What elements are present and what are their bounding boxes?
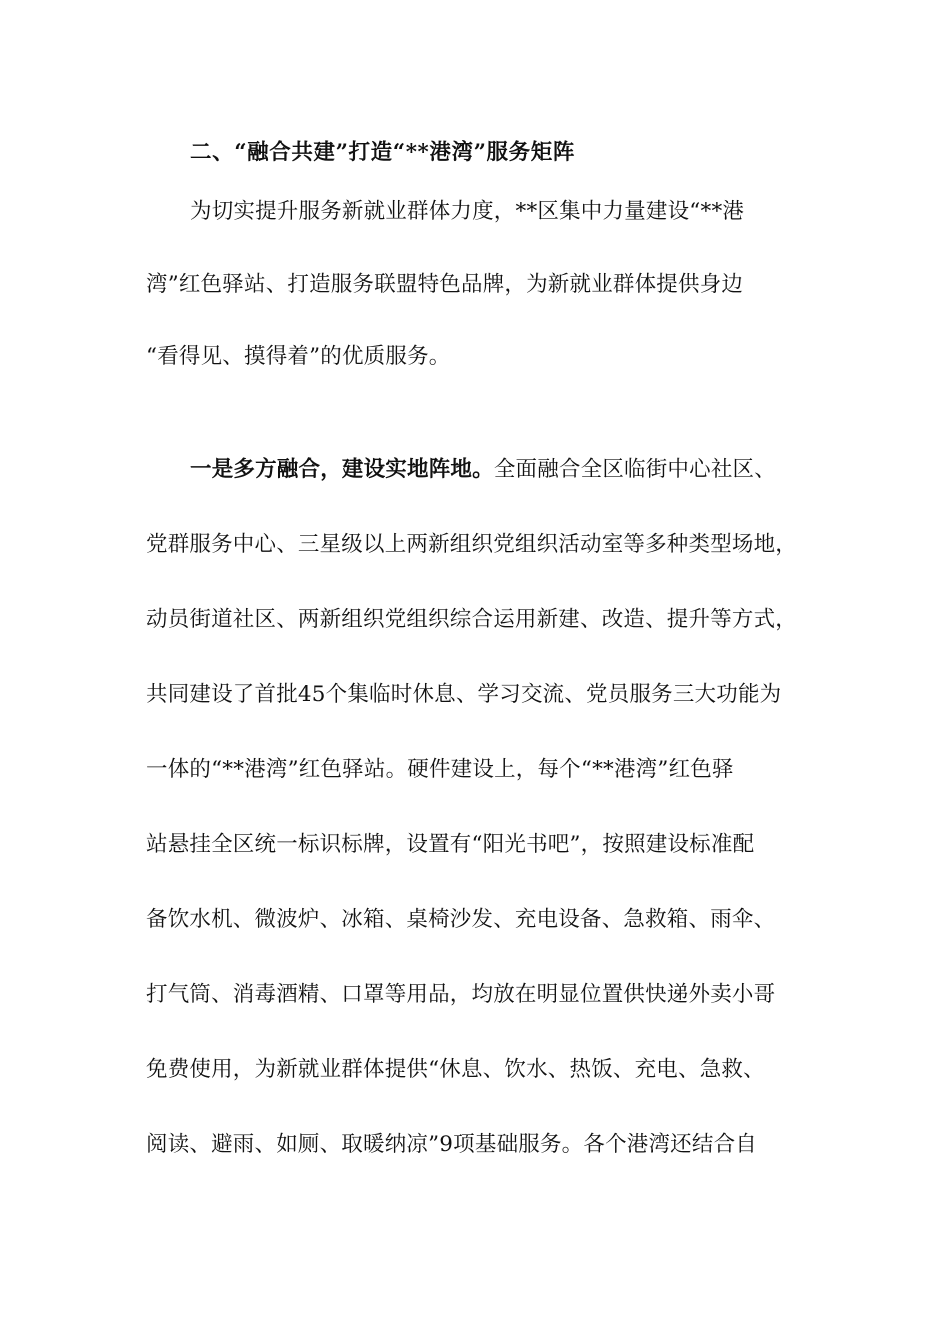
- point-one-line-2: 党群服务中心、三星级以上两新组织党组织活动室等多种类型场地，: [146, 532, 798, 557]
- point-one-line-5: 一体的“**港湾”红色驿站。硬件建设上，每个“**港湾”红色驿: [146, 757, 734, 782]
- intro-line-1: 为切实提升服务新就业群体力度，**区集中力量建设“**港: [190, 199, 745, 224]
- point-one-line-9: 免费使用，为新就业群体提供“休息、饮水、热饭、充电、急救、: [146, 1057, 765, 1082]
- point-one-line-6: 站悬挂全区统一标识标牌，设置有“阳光书吧”，按照建设标准配: [146, 832, 755, 857]
- point-one-first-line-text: 全面融合全区临街中心社区、: [493, 457, 776, 482]
- point-one-line-10: 阅读、避雨、如厕、取暖纳凉”9项基础服务。各个港湾还结合自: [146, 1132, 757, 1157]
- point-one-line-7: 备饮水机、微波炉、冰箱、桌椅沙发、充电设备、急救箱、雨伞、: [146, 907, 776, 932]
- point-one-line-8: 打气筒、消毒酒精、口罩等用品，均放在明显位置供快递外卖小哥: [146, 982, 776, 1007]
- point-one-lead: 一是多方融合，建设实地阵地。: [190, 457, 494, 482]
- point-one-line-4: 共同建设了首批45个集临时休息、学习交流、党员服务三大功能为: [146, 682, 782, 707]
- point-one-first-line: [190, 455, 870, 485]
- intro-line-2: 湾”红色驿站、打造服务联盟特色品牌，为新就业群体提供身边: [146, 272, 744, 297]
- point-one-line-3: 动员街道社区、两新组织党组织综合运用新建、改造、提升等方式，: [146, 607, 798, 632]
- intro-line-3: “看得见、摸得着”的优质服务。: [146, 344, 451, 369]
- section-heading: 二、“融合共建”打造“**港湾”服务矩阵: [190, 140, 575, 165]
